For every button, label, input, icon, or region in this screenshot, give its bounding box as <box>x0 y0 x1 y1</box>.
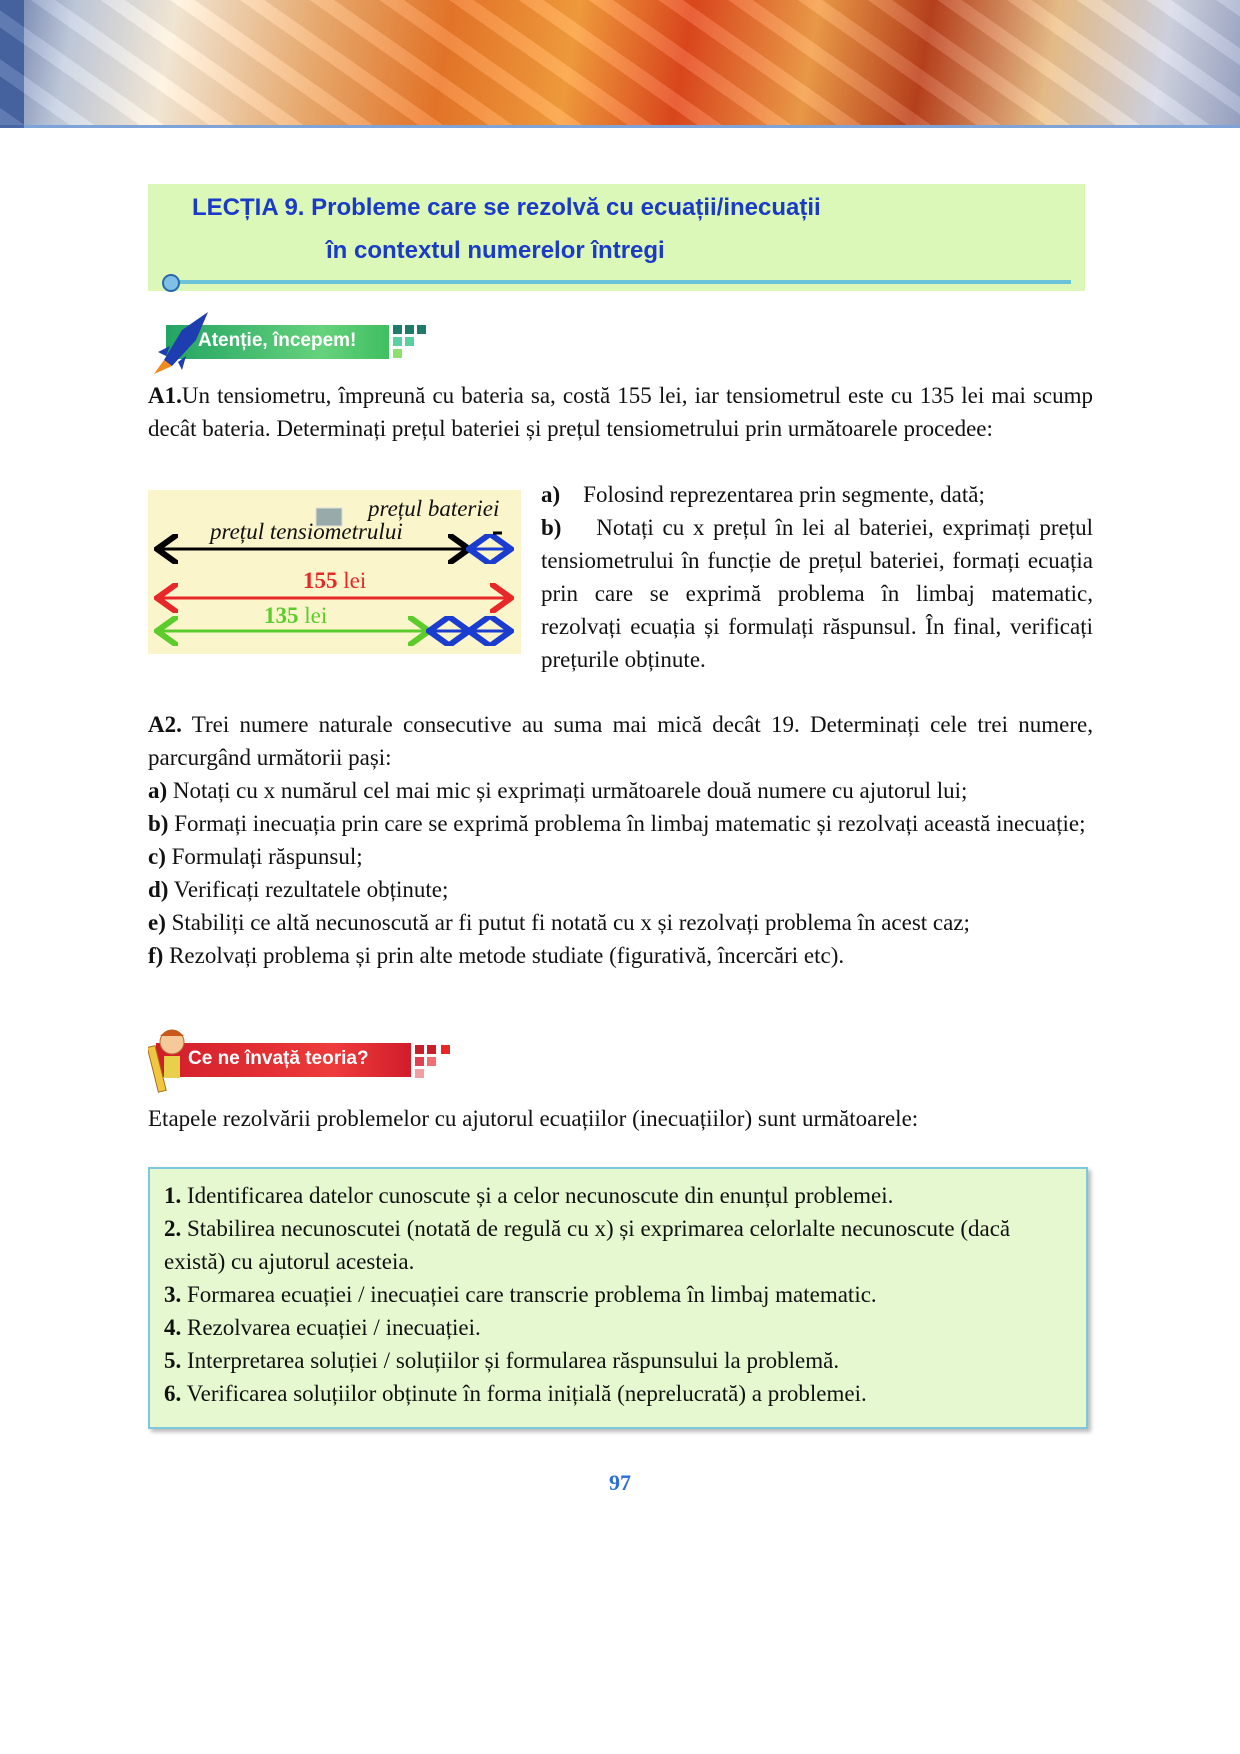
a1-label: A1. <box>148 383 182 408</box>
lesson-title-line2: în contextul numerelor întregi <box>326 237 665 264</box>
title-bullet-dot <box>162 274 180 292</box>
section-badge-start: Atenție, începem! <box>166 325 389 359</box>
rocket-icon <box>152 310 212 376</box>
theory-step: 3. Formarea ecuației / inecuației care transcrie problema în limbaj matematic. <box>164 1282 877 1307</box>
device-price-label: prețul tensiometrului <box>210 519 403 544</box>
title-underline <box>166 280 1071 284</box>
a2-steps-list <box>148 774 1093 972</box>
a2-step: f) Rezolvați problema și prin alte metode studiate (figurativă, încercări etc). <box>148 943 845 968</box>
theory-step: 1. Identificarea datelor cunoscute și a celor necunoscute din enunțul problemei. <box>164 1183 894 1208</box>
theory-step: 5. Interpretarea soluției / soluțiilor și formularea răspunsului la problemă. <box>164 1348 840 1373</box>
a1-problem <box>148 379 1093 445</box>
child-pencil-icon <box>148 1026 192 1094</box>
segment-diagram <box>148 490 521 654</box>
theory-step: 2. Stabilirea necunoscutei (notată de regulă cu x) și exprimarea celorlalte necunoscute (dacă există) cu ajutorul acesteia. <box>164 1216 1011 1274</box>
a2-problem: A2. Trei numere naturale consecutive au suma mai mică decât 19. Determinați cele trei numere, parcurgând următorii pași: <box>148 712 1093 770</box>
a2-step: e) Stabiliți ce altă necunoscută ar fi putut fi notată cu x și rezolvați problema în acest caz; <box>148 910 970 935</box>
header-banner-image <box>0 0 1240 128</box>
a1-item-b: b) Notați cu x prețul în lei al bateriei, exprimați prețul tensiometrului în funcție de prețul bateriei, formați ecuația prin care se exprimă problema în limbaj matematic, rezolvați ecuația și formulați răspunsul. În final, verificați prețurile obținute. <box>541 515 1094 672</box>
a1-text: Un tensiometru, împreună cu bateria sa, costă 155 lei, iar tensiometrul este cu 135 lei mai scump decât bateria. Determinați prețul bateriei și prețul tensiometrului prin următoarele procedee: <box>148 383 1093 441</box>
theory-steps-box <box>148 1167 1088 1429</box>
a2-step: a) Notați cu x numărul cel mai mic și exprimați următoarele două numere cu ajutorul lui; <box>148 778 968 803</box>
a2-step: c) Formulați răspunsul; <box>148 844 363 869</box>
a2-step: b) Formați inecuația prin care se exprimă problema în limbaj matematic și rezolvați această inecuație; <box>148 811 1086 836</box>
theory-intro: Etapele rezolvării problemelor cu ajutorul ecuațiilor (inecuațiilor) sunt următoarele: <box>148 1106 919 1131</box>
a2-step: d) Verificați rezultatele obținute; <box>148 877 449 902</box>
theory-step: 6. Verificarea soluțiilor obținute în forma inițială (neprelucrată) a problemei. <box>164 1381 867 1406</box>
battery-price-label: prețul bateriei <box>368 496 500 521</box>
lesson-title-box <box>148 184 1085 291</box>
page-number: 97 <box>609 1470 631 1495</box>
section-badge-theory: Ce ne învață teoria? <box>156 1043 411 1077</box>
a1-item-a: a) Folosind reprezentarea prin segmente, dată; <box>541 482 985 507</box>
total-price-label: 155 lei <box>303 568 367 593</box>
theory-step: 4. Rezolvarea ecuației / inecuației. <box>164 1315 481 1340</box>
difference-label: 135 lei <box>264 603 328 628</box>
lesson-title-line1: LECȚIA 9. Probleme care se rezolvă cu ecuații/inecuații <box>192 194 821 221</box>
